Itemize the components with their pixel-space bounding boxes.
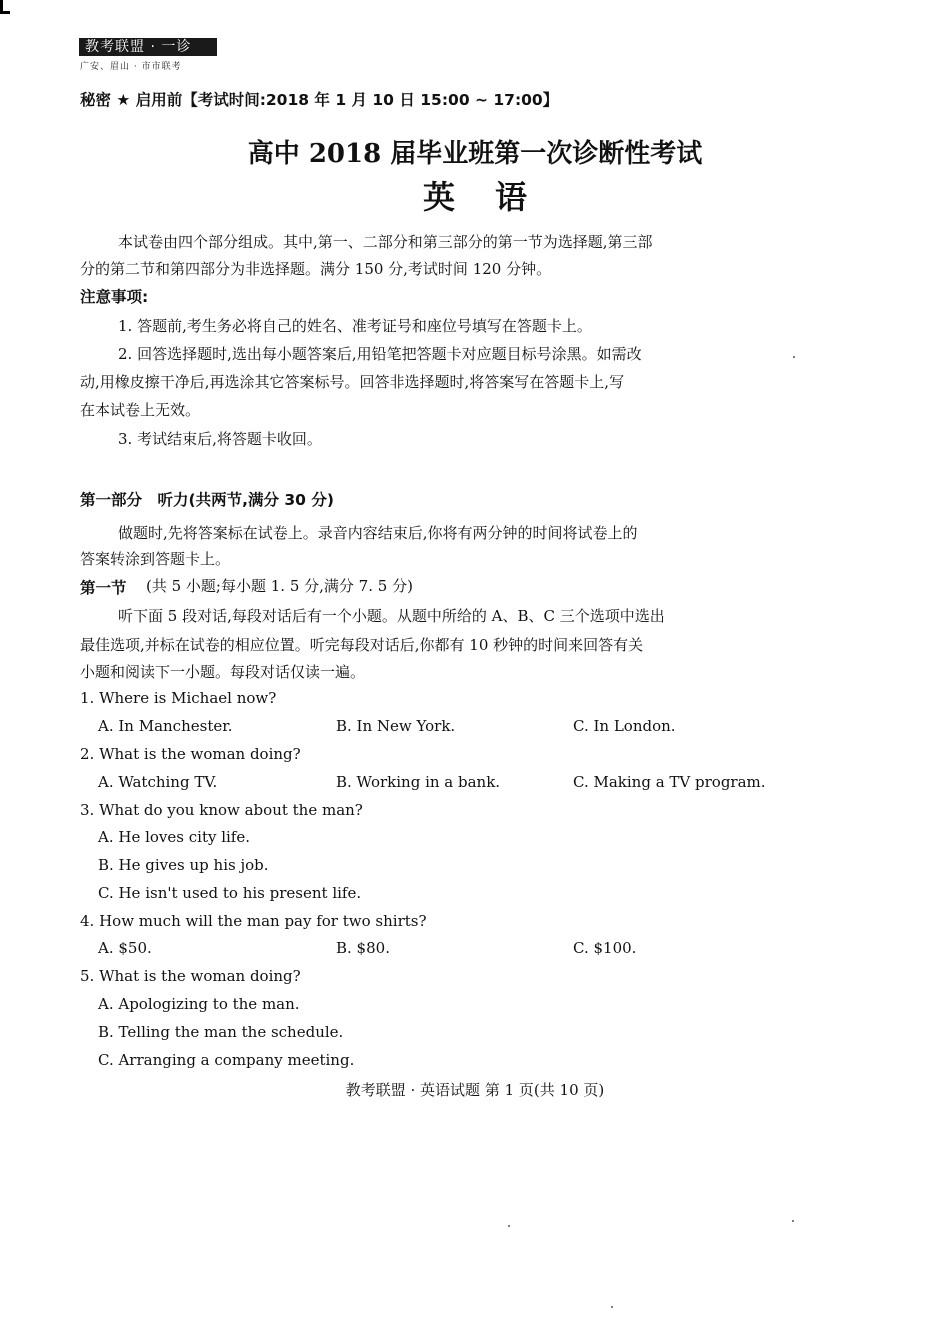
question-5: 5. What is the woman doing? bbox=[80, 967, 301, 985]
part1-instruction-line-1: 做题时,先将答案标在试卷上。录音内容结束后,你将有两分钟的时间将试卷上的 bbox=[118, 524, 638, 542]
question-4: 4. How much will the man pay for two shirts? bbox=[80, 912, 427, 930]
q4-option-b: B. $80. bbox=[336, 939, 390, 957]
question-1: 1. Where is Michael now? bbox=[80, 689, 277, 707]
scan-speck bbox=[611, 1306, 613, 1308]
q4-option-c: C. $100. bbox=[573, 939, 637, 957]
confidential-notice: 秘密 ★ 启用前【考试时间:2018 年 1 月 10 日 15:00 ~ 17:00】 bbox=[80, 91, 559, 109]
scan-speck bbox=[508, 1225, 510, 1227]
scan-speck bbox=[792, 1220, 794, 1222]
exam-title: 高中 2018 届毕业班第一次诊断性考试 bbox=[247, 139, 703, 169]
note-1: 1. 答题前,考生务必将自己的姓名、准考证号和座位号填写在答题卡上。 bbox=[118, 317, 592, 335]
q4-option-a: A. $50. bbox=[98, 939, 152, 957]
section-instruction-line-3: 小题和阅读下一小题。每段对话仅读一遍。 bbox=[80, 663, 366, 681]
corner-mark bbox=[0, 0, 10, 14]
part1-heading: 第一部分 听力(共两节,满分 30 分) bbox=[80, 491, 334, 509]
subject-title: 英语 bbox=[422, 178, 567, 216]
exam-logo-subtitle: 广安、眉山 · 市市联考 bbox=[80, 62, 182, 72]
q2-option-a: A. Watching TV. bbox=[98, 773, 218, 791]
q1-option-b: B. In New York. bbox=[336, 717, 456, 735]
section-label: 第一节 bbox=[80, 579, 127, 597]
intro-line-2: 分的第二节和第四部分为非选择题。满分 150 分,考试时间 120 分钟。 bbox=[80, 260, 552, 278]
notes-heading: 注意事项: bbox=[80, 288, 149, 306]
scan-speck bbox=[793, 356, 795, 358]
q5-option-c: C. Arranging a company meeting. bbox=[98, 1051, 355, 1069]
q3-option-a: A. He loves city life. bbox=[98, 828, 250, 846]
q2-option-b: B. Working in a bank. bbox=[336, 773, 501, 791]
exam-logo: 教考联盟 · 一诊 bbox=[79, 38, 217, 56]
q1-option-c: C. In London. bbox=[573, 717, 676, 735]
question-3: 3. What do you know about the man? bbox=[80, 801, 363, 819]
part1-instruction-line-2: 答案转涂到答题卡上。 bbox=[80, 550, 231, 568]
section-info: (共 5 小题;每小题 1. 5 分,满分 7. 5 分) bbox=[146, 577, 413, 595]
note-2-line-1: 2. 回答选择题时,选出每小题答案后,用铅笔把答题卡对应题目标号涂黑。如需改 bbox=[118, 345, 642, 363]
intro-line-1: 本试卷由四个部分组成。其中,第一、二部分和第三部分的第一节为选择题,第三部 bbox=[118, 233, 653, 251]
q5-option-b: B. Telling the man the schedule. bbox=[98, 1023, 344, 1041]
note-2-line-3: 在本试卷上无效。 bbox=[80, 401, 201, 419]
section-instruction-line-1: 听下面 5 段对话,每段对话后有一个小题。从题中所给的 A、B、C 三个选项中选出 bbox=[118, 607, 665, 625]
q2-option-c: C. Making a TV program. bbox=[573, 773, 766, 791]
page-footer: 教考联盟 · 英语试题 第 1 页(共 10 页) bbox=[345, 1081, 605, 1099]
q5-option-a: A. Apologizing to the man. bbox=[98, 995, 300, 1013]
q3-option-c: C. He isn't used to his present life. bbox=[98, 884, 362, 902]
note-3: 3. 考试结束后,将答题卡收回。 bbox=[118, 430, 322, 448]
section-instruction-line-2: 最佳选项,并标在试卷的相应位置。听完每段对话后,你都有 10 秒钟的时间来回答有关 bbox=[80, 636, 644, 654]
q3-option-b: B. He gives up his job. bbox=[98, 856, 269, 874]
q1-option-a: A. In Manchester. bbox=[98, 717, 233, 735]
question-2: 2. What is the woman doing? bbox=[80, 745, 301, 763]
note-2-line-2: 动,用橡皮擦干净后,再选涂其它答案标号。回答非选择题时,将答案写在答题卡上,写 bbox=[80, 373, 625, 391]
